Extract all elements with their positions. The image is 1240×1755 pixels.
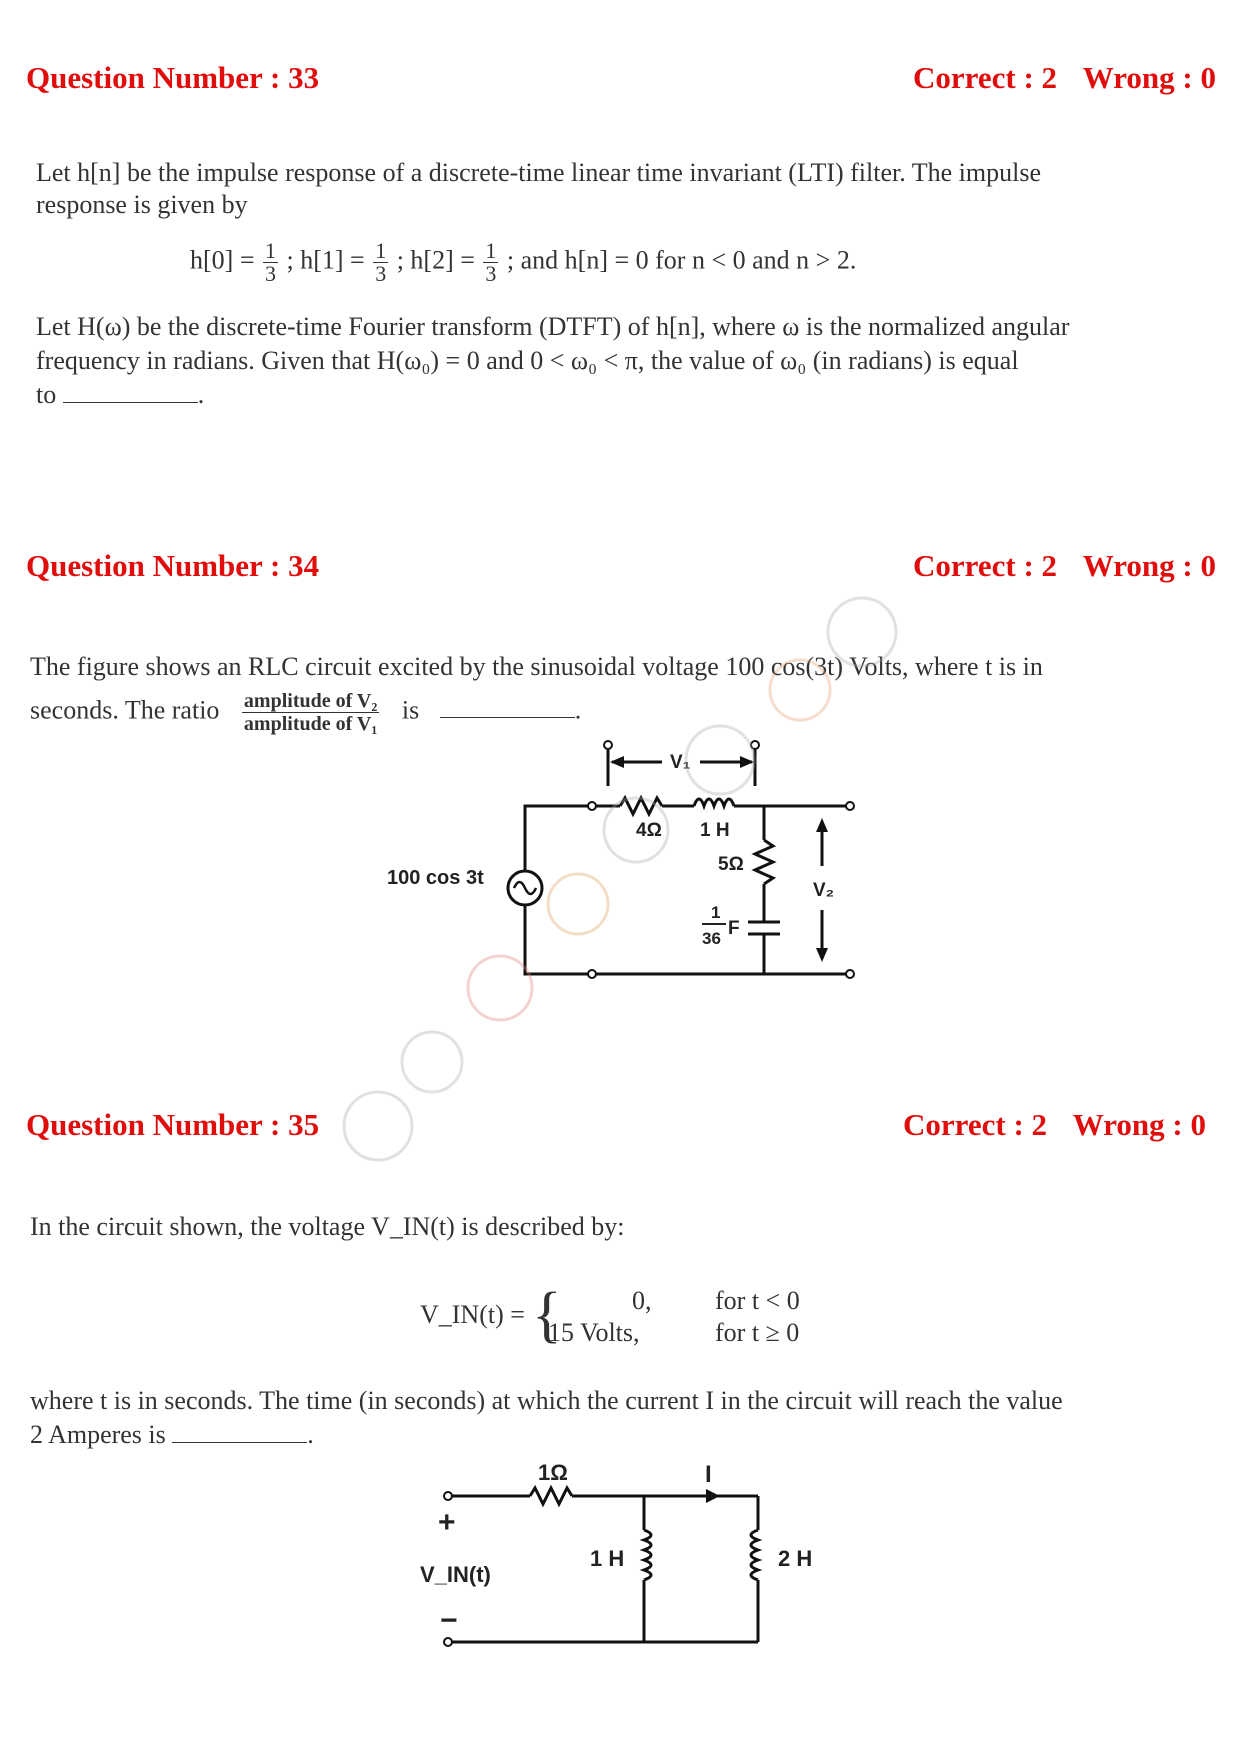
v1-label: V₁ <box>670 752 691 773</box>
wrong-marks: Wrong : 0 <box>1082 548 1216 583</box>
q33-line-5: to . <box>36 380 205 409</box>
l1-label: 1 H <box>590 1546 625 1571</box>
wrong-marks: Wrong : 0 <box>1082 60 1216 95</box>
r2-label: 5Ω <box>718 854 744 875</box>
case1-condition: for t < 0 <box>715 1286 800 1315</box>
r1-label: 4Ω <box>636 820 662 841</box>
question-number: Question Number : 33 <box>26 60 320 95</box>
minus-sign: − <box>440 1604 458 1637</box>
eq-end: ; and h[n] = 0 for n < 0 and n > 2. <box>506 245 857 275</box>
correct-marks: Correct : 2 <box>913 60 1058 95</box>
q35-line-2: where t is in seconds. The time (in seconds) at which the current I in the circuit will reach the value <box>30 1386 1063 1415</box>
c-den: 36 <box>702 929 721 948</box>
q33-line-3: Let H(ω) be the discrete-time Fourier transform (DTFT) of h[n], where ω is the normalized angular <box>36 312 1070 341</box>
case1-value: 0, <box>632 1286 652 1315</box>
case2-value: 15 Volts, <box>548 1318 640 1347</box>
c-num: 1 <box>711 903 721 922</box>
eq-h2: ; h[2] = <box>396 245 475 275</box>
q33-line-2: response is given by <box>36 190 248 219</box>
brace: { <box>532 1281 562 1349</box>
i-label: I <box>705 1461 712 1488</box>
r-label: 1Ω <box>538 1460 568 1485</box>
plus-sign: + <box>438 1506 456 1539</box>
eq-h1: ; h[1] = <box>286 245 365 275</box>
fraction: $\frac{1}{3}$ <box>264 238 276 286</box>
question-number: Question Number : 35 <box>26 1107 320 1142</box>
case2-condition: for t ≥ 0 <box>715 1318 800 1347</box>
q33-line-1: Let h[n] be the impulse response of a discrete-time linear time invariant (LTI) filter. The impulse <box>36 158 1042 187</box>
question-number: Question Number : 34 <box>26 548 320 583</box>
source-label: 100 cos 3t <box>387 867 484 889</box>
fraction: $\frac{1}{3}$ <box>485 238 497 286</box>
vin-label: V_IN(t) <box>420 1562 491 1587</box>
c-unit: F <box>728 918 740 939</box>
q35-line-1: In the circuit shown, the voltage V_IN(t) is described by: <box>30 1212 625 1241</box>
q35-line-3: 2 Amperes is . <box>30 1420 314 1449</box>
piecewise-lhs: V_IN(t) = <box>420 1300 525 1329</box>
v2-label: V₂ <box>813 880 835 901</box>
ratio-fraction: $\frac{\text{amplitude of V₂}}{\text{amplitude of V₁}}$ <box>243 690 378 735</box>
current-arrow <box>706 1489 720 1503</box>
fraction: $\frac{1}{3}$ <box>375 238 387 286</box>
q34-line-1: The figure shows an RLC circuit excited by the sinusoidal voltage 100 cos(3t) Volts, where t is in <box>30 652 1043 681</box>
correct-marks: Correct : 2 <box>903 1107 1048 1142</box>
correct-marks: Correct : 2 <box>913 548 1058 583</box>
l2-label: 2 H <box>778 1546 813 1571</box>
q33-line-4: frequency in radians. Given that H(ω₀) = 0 and 0 < ω₀ < π, the value of ω₀ (in radians) is equal <box>36 346 1019 375</box>
q34-line-2: seconds. The ratio $\frac{\text{amplitude of V₂}}{\text{amplitude of V₁}}$ is . <box>30 690 582 735</box>
wrong-marks: Wrong : 0 <box>1072 1107 1206 1142</box>
eq-h0: h[0] = <box>190 245 255 275</box>
l1-label: 1 H <box>700 820 730 841</box>
